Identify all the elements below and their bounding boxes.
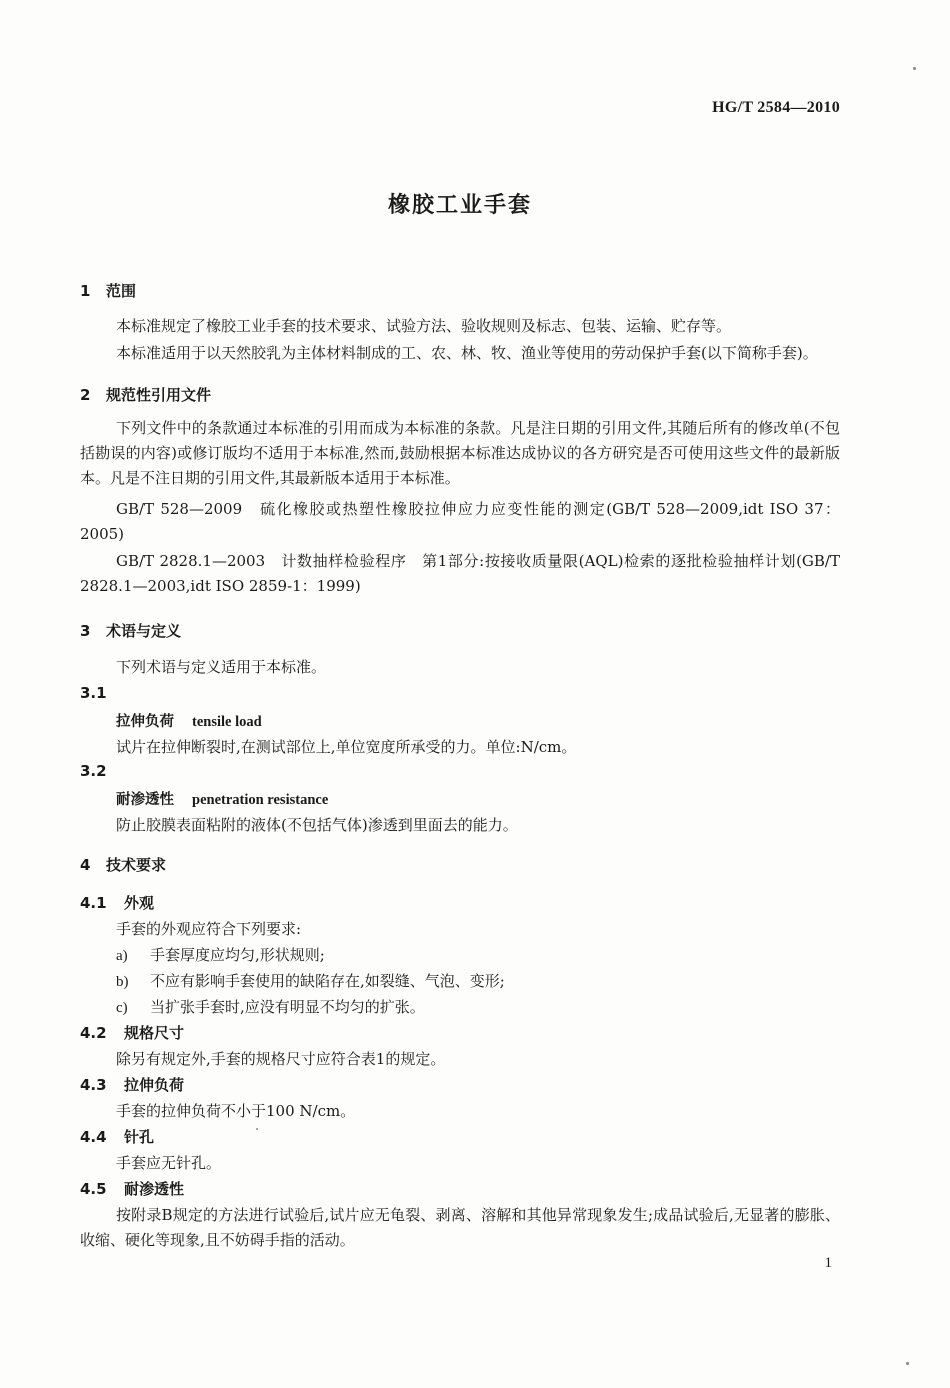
document-title: 橡胶工业手套 xyxy=(387,193,532,218)
section-number: 4.5 xyxy=(80,1180,107,1198)
section-4-1-heading xyxy=(80,892,154,913)
list-text: 当扩张手套时,应没有明显不均匀的扩张。 xyxy=(150,998,425,1016)
section-title: 针孔 xyxy=(124,1128,155,1146)
section-4-5-heading xyxy=(80,1178,184,1199)
term-3-2 xyxy=(116,788,328,809)
section-4-heading xyxy=(80,854,166,875)
page-number: 1 xyxy=(824,1255,832,1271)
list-item xyxy=(116,970,505,991)
term-3-2-number: 3.2 xyxy=(80,762,107,780)
section-number: 4.3 xyxy=(80,1076,107,1094)
list-item xyxy=(116,996,425,1017)
term-chinese: 拉伸负荷 xyxy=(116,714,174,730)
section-3-heading xyxy=(80,620,181,641)
reference-gbt-2828: GB/T 2828.1—2003 计数抽样检验程序 第1部分:按接收质量限(AQL)检索的逐批检验抽样计划(GB/T 2828.1—2003,idt ISO 2859-1：1999) xyxy=(80,552,840,595)
terms-intro: 下列术语与定义适用于本标准。 xyxy=(116,658,327,676)
list-marker: a) xyxy=(116,948,128,964)
section-number: 4.2 xyxy=(80,1024,107,1042)
term-3-1-number: 3.1 xyxy=(80,684,107,702)
section-number: 4.4 xyxy=(80,1128,107,1146)
size-requirement: 除另有规定外,手套的规格尺寸应符合表1的规定。 xyxy=(116,1050,446,1068)
section-4-2-heading xyxy=(80,1022,184,1043)
appearance-intro: 手套的外观应符合下列要求: xyxy=(116,920,302,938)
section-number: 1 xyxy=(80,282,91,300)
list-marker: c) xyxy=(116,1000,128,1016)
standard-number: HG/T 2584—2010 xyxy=(712,99,840,116)
section-title: 耐渗透性 xyxy=(124,1180,185,1198)
section-title: 拉伸负荷 xyxy=(124,1076,185,1094)
reference-gbt-528: GB/T 528—2009 硫化橡胶或热塑性橡胶拉伸应力应变性能的测定(GB/T 528—2009,idt ISO 37：2005) xyxy=(80,500,840,543)
references-intro-paragraph: 下列文件中的条款通过本标准的引用而成为本标准的条款。凡是注日期的引用文件,其随后所有的修改单(不包括勘误的内容)或修订版均不适用于本标准,然而,鼓励根据本标准达成协议的各方研究是否可使用这些文件的最新版本。凡是不注日期的引用文件,其最新版本适用于本标准。 xyxy=(80,419,840,487)
section-title: 技术要求 xyxy=(106,856,167,874)
section-2-heading xyxy=(80,384,211,405)
term-english: penetration resistance xyxy=(192,792,329,808)
term-english: tensile load xyxy=(192,714,262,730)
section-title: 范围 xyxy=(106,282,137,300)
section-title: 规范性引用文件 xyxy=(106,386,212,404)
section-4-4-heading xyxy=(80,1126,154,1147)
scope-paragraph-2: 本标准适用于以天然胶乳为主体材料制成的工、农、林、牧、渔业等使用的劳动保护手套(以下简称手套)。 xyxy=(116,344,818,362)
list-text: 不应有影响手套使用的缺陷存在,如裂缝、气泡、变形; xyxy=(150,972,505,990)
term-3-1 xyxy=(116,710,262,731)
pinhole-requirement: 手套应无针孔。 xyxy=(116,1154,222,1172)
section-title: 外观 xyxy=(124,894,155,912)
section-title: 规格尺寸 xyxy=(124,1024,185,1042)
term-3-1-definition: 试片在拉伸断裂时,在测试部位上,单位宽度所承受的力。单位:N/cm。 xyxy=(116,738,577,756)
section-number: 4.1 xyxy=(80,894,107,912)
scan-speck xyxy=(256,1128,258,1130)
term-chinese: 耐渗透性 xyxy=(116,792,174,808)
section-number: 2 xyxy=(80,386,91,404)
section-title: 术语与定义 xyxy=(106,622,182,640)
list-text: 手套厚度应均匀,形状规则; xyxy=(150,946,325,964)
scope-paragraph-1: 本标准规定了橡胶工业手套的技术要求、试验方法、验收规则及标志、包装、运输、贮存等。 xyxy=(116,317,732,335)
section-number: 3 xyxy=(80,622,91,640)
penetration-requirement: 按附录B规定的方法进行试验后,试片应无龟裂、剥离、溶解和其他异常现象发生;成品试验后,无显著的膨胀、收缩、硬化等现象,且不妨碍手指的活动。 xyxy=(80,1206,840,1249)
section-1-heading xyxy=(80,280,136,301)
section-number: 4 xyxy=(80,856,91,874)
scan-speck xyxy=(913,67,916,70)
scan-speck xyxy=(906,1362,909,1365)
section-4-3-heading xyxy=(80,1074,184,1095)
list-item xyxy=(116,944,325,965)
term-3-2-definition: 防止胶膜表面粘附的液体(不包括气体)渗透到里面去的能力。 xyxy=(116,816,518,834)
tensile-requirement: 手套的拉伸负荷不小于100 N/cm。 xyxy=(116,1102,356,1120)
list-marker: b) xyxy=(116,974,129,990)
